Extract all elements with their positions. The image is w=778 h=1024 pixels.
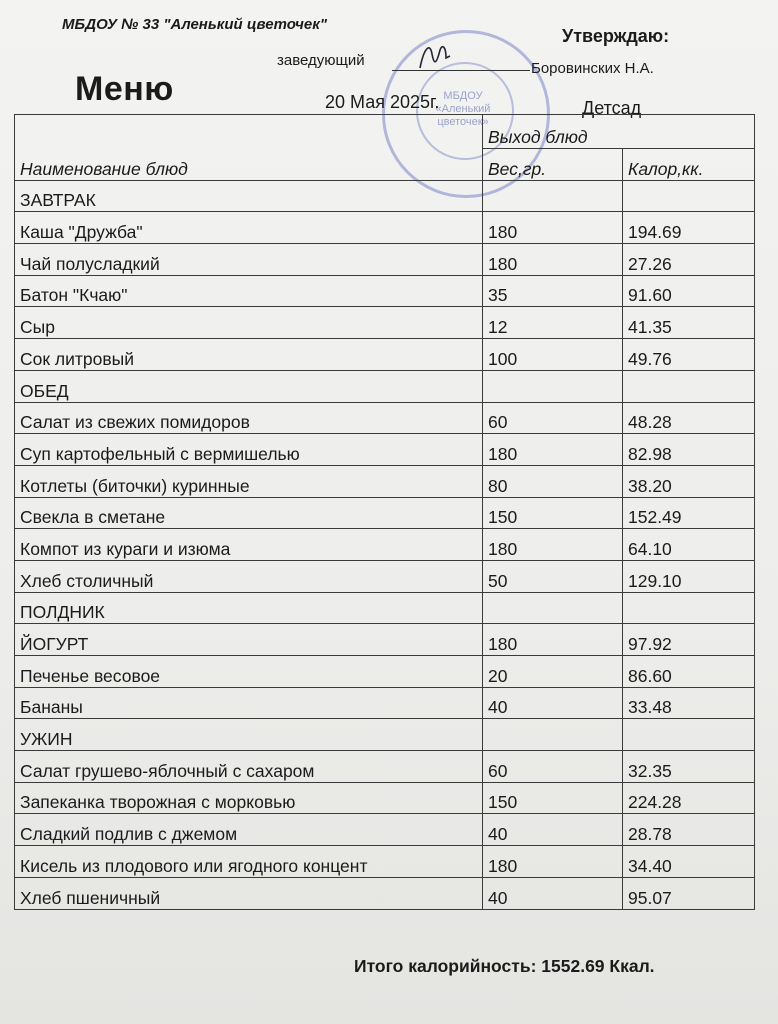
dish-name: Батон "Кчаю"	[15, 275, 483, 307]
table-row	[15, 624, 755, 656]
column-header-name: Наименование блюд	[15, 115, 483, 181]
dish-name: Печенье весовое	[15, 656, 483, 688]
section-row	[15, 370, 755, 402]
table-row	[15, 244, 755, 276]
dish-weight: 40	[483, 877, 623, 909]
dish-kcal: 82.98	[623, 434, 755, 466]
dish-name: Сладкий подлив с джемом	[15, 814, 483, 846]
dish-name: Запеканка творожная с морковью	[15, 782, 483, 814]
dish-weight: 100	[483, 339, 623, 371]
section-title: ПОЛДНИК	[15, 592, 483, 624]
empty-cell	[623, 719, 755, 751]
section-title: ОБЕД	[15, 370, 483, 402]
dish-name: Чай полусладкий	[15, 244, 483, 276]
table-row	[15, 814, 755, 846]
empty-cell	[623, 370, 755, 402]
page-title: Меню	[75, 70, 174, 108]
table-row	[15, 465, 755, 497]
dish-name: Суп картофельный с вермишелью	[15, 434, 483, 466]
table-row	[15, 434, 755, 466]
dish-kcal: 95.07	[623, 877, 755, 909]
dish-kcal: 32.35	[623, 751, 755, 783]
section-title: ЗАВТРАК	[15, 180, 483, 212]
dish-weight: 180	[483, 434, 623, 466]
table-row	[15, 751, 755, 783]
dish-kcal: 34.40	[623, 846, 755, 878]
dish-name: Котлеты (биточки) куринные	[15, 465, 483, 497]
table-row	[15, 560, 755, 592]
dish-kcal: 28.78	[623, 814, 755, 846]
table-row	[15, 656, 755, 688]
column-header-output: Выход блюд	[483, 115, 755, 149]
section-row	[15, 592, 755, 624]
dish-weight: 40	[483, 687, 623, 719]
table-row	[15, 529, 755, 561]
dish-kcal: 27.26	[623, 244, 755, 276]
empty-cell	[483, 370, 623, 402]
dish-name: ЙОГУРТ	[15, 624, 483, 656]
menu-table-body	[15, 180, 755, 909]
header-row-top	[15, 115, 755, 149]
dish-weight: 180	[483, 846, 623, 878]
dish-kcal: 224.28	[623, 782, 755, 814]
dish-name: Салат грушево-яблочный с сахаром	[15, 751, 483, 783]
dish-name: Кисель из плодового или ягодного концент	[15, 846, 483, 878]
dish-name: Каша "Дружба"	[15, 212, 483, 244]
approve-label: Утверждаю:	[562, 26, 670, 46]
menu-date: 20 Мая 2025г.	[325, 92, 440, 112]
dish-name: Сок литровый	[15, 339, 483, 371]
dish-weight: 60	[483, 402, 623, 434]
dish-kcal: 86.60	[623, 656, 755, 688]
table-row	[15, 339, 755, 371]
dish-kcal: 48.28	[623, 402, 755, 434]
dish-kcal: 152.49	[623, 497, 755, 529]
dish-name: Сыр	[15, 307, 483, 339]
dish-weight: 50	[483, 560, 623, 592]
table-row	[15, 307, 755, 339]
dish-weight: 60	[483, 751, 623, 783]
table-row	[15, 402, 755, 434]
dish-kcal: 129.10	[623, 560, 755, 592]
head-label: заведующий	[277, 52, 365, 69]
dish-kcal: 41.35	[623, 307, 755, 339]
dish-kcal: 194.69	[623, 212, 755, 244]
table-row	[15, 782, 755, 814]
dish-kcal: 49.76	[623, 339, 755, 371]
dish-name: Компот из кураги и изюма	[15, 529, 483, 561]
head-name: Боровинских Н.А.	[531, 60, 654, 77]
dish-kcal: 91.60	[623, 275, 755, 307]
dish-weight: 12	[483, 307, 623, 339]
dish-weight: 180	[483, 624, 623, 656]
section-row	[15, 719, 755, 751]
table-row	[15, 687, 755, 719]
empty-cell	[623, 180, 755, 212]
section-title: УЖИН	[15, 719, 483, 751]
dish-weight: 20	[483, 656, 623, 688]
total-calories: Итого калорийность: 1552.69 Ккал.	[354, 956, 655, 976]
column-header-kcal: Калор,кк.	[623, 149, 755, 181]
table-row	[15, 212, 755, 244]
dish-name: Хлеб столичный	[15, 560, 483, 592]
institution-kind: Детсад	[582, 98, 642, 118]
dish-kcal: 33.48	[623, 687, 755, 719]
table-row	[15, 846, 755, 878]
organization-name: МБДОУ № 33 "Аленький цветочек"	[62, 16, 327, 33]
empty-cell	[483, 592, 623, 624]
dish-weight: 150	[483, 497, 623, 529]
dish-weight: 40	[483, 814, 623, 846]
dish-name: Свекла в сметане	[15, 497, 483, 529]
dish-kcal: 97.92	[623, 624, 755, 656]
dish-weight: 180	[483, 212, 623, 244]
menu-table	[14, 114, 755, 910]
dish-kcal: 38.20	[623, 465, 755, 497]
stamp-text: МБДОУ «Аленький цветочек»	[435, 90, 491, 128]
dish-weight: 180	[483, 244, 623, 276]
dish-weight: 180	[483, 529, 623, 561]
empty-cell	[483, 180, 623, 212]
dish-weight: 35	[483, 275, 623, 307]
dish-weight: 150	[483, 782, 623, 814]
dish-name: Салат из свежих помидоров	[15, 402, 483, 434]
dish-weight: 80	[483, 465, 623, 497]
empty-cell	[483, 719, 623, 751]
table-row	[15, 877, 755, 909]
signature-icon	[410, 38, 470, 74]
table-row	[15, 275, 755, 307]
table-row	[15, 497, 755, 529]
section-row	[15, 180, 755, 212]
column-header-weight: Вес,гр.	[483, 149, 623, 181]
dish-name: Бананы	[15, 687, 483, 719]
dish-name: Хлеб пшеничный	[15, 877, 483, 909]
dish-kcal: 64.10	[623, 529, 755, 561]
empty-cell	[623, 592, 755, 624]
